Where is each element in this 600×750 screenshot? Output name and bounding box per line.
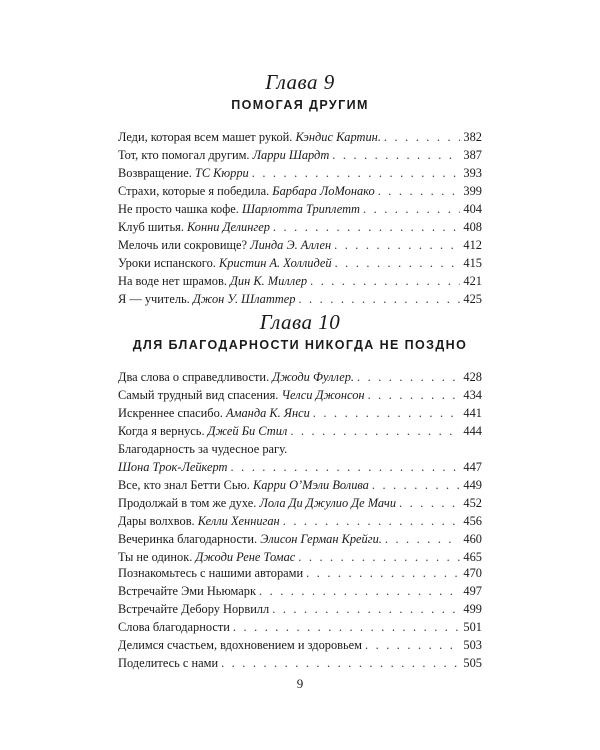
entry-title: Ты не одинок. <box>118 550 193 564</box>
toc-entry[interactable] <box>118 218 482 236</box>
entry-title: Леди, которая всем машет рукой. <box>118 130 293 144</box>
entry-author: Джей Би Стил <box>207 424 288 438</box>
entry-page: 408 <box>463 220 482 234</box>
entry-author: Челси Джонсон <box>281 388 365 402</box>
dot-leader <box>335 254 461 272</box>
dot-leader <box>306 564 460 582</box>
entry-author: Конни Делингер <box>187 220 270 234</box>
entry-author: Дин К. Миллер <box>230 274 308 288</box>
entry-author: Линда Э. Аллен <box>250 238 332 252</box>
entry-author: Шарлотта Триплетт <box>241 202 360 216</box>
toc-entry[interactable] <box>118 236 482 254</box>
toc-entry[interactable] <box>118 164 482 182</box>
toc-entry[interactable] <box>118 272 482 290</box>
entry-title: Страхи, которые я победила. <box>118 184 270 198</box>
entry-author: Лола Ди Джулио Де Мачи <box>259 496 397 510</box>
toc-entry[interactable] <box>118 404 482 422</box>
entry-page: 382 <box>463 130 482 144</box>
chapter-title: ДЛЯ БЛАГОДАРНОСТИ НИКОГДА НЕ ПОЗДНО <box>132 338 468 352</box>
toc-entry[interactable] <box>118 422 482 440</box>
entry-author: Джоди Рене Томас <box>195 550 296 564</box>
dot-leader <box>363 200 460 218</box>
entry-author: Джоди Фуллер. <box>272 370 355 384</box>
toc-entry[interactable] <box>118 254 482 272</box>
dot-leader <box>399 494 460 512</box>
toc-entry[interactable] <box>118 458 482 476</box>
entry-page: 421 <box>463 274 482 288</box>
dot-leader <box>231 458 461 476</box>
dot-leader <box>252 164 461 182</box>
toc-entry[interactable] <box>118 476 482 494</box>
entry-page: 505 <box>463 656 482 670</box>
toc-entry[interactable] <box>118 368 482 386</box>
toc-entry[interactable] <box>118 200 482 218</box>
entry-page: 404 <box>463 202 482 216</box>
entry-page: 456 <box>463 514 482 528</box>
dot-leader <box>233 618 461 636</box>
toc-entry[interactable] <box>118 654 482 672</box>
dot-leader <box>332 146 460 164</box>
dot-leader <box>365 636 460 654</box>
toc-entry[interactable] <box>118 530 482 548</box>
dot-leader <box>310 272 460 290</box>
entry-page: 412 <box>463 238 482 252</box>
toc-entry[interactable] <box>118 440 482 458</box>
entry-author: Шона Трок-Лейкерт <box>118 460 228 474</box>
toc-list <box>118 128 482 308</box>
toc-entry[interactable] <box>118 146 482 164</box>
dot-leader <box>273 218 460 236</box>
toc-entry[interactable] <box>118 636 482 654</box>
entry-page: 387 <box>463 148 482 162</box>
entry-title: Познакомьтесь с нашими авторами <box>118 566 304 580</box>
dot-leader <box>221 654 460 672</box>
entry-author: Ларри Шардт <box>252 148 330 162</box>
entry-author: ТС Кюрри <box>194 166 249 180</box>
toc-entry[interactable] <box>118 182 482 200</box>
entry-author: Кэндис Картин. <box>295 130 381 144</box>
dot-leader <box>283 512 461 530</box>
chapter-label: Глава 10 <box>259 310 341 334</box>
entry-author: Келли Хеннигaн <box>197 514 280 528</box>
entry-author: Аманда К. Янси <box>226 406 310 420</box>
toc-entry[interactable] <box>118 600 482 618</box>
entry-title: Я — учитель. <box>118 292 190 306</box>
entry-title: Тот, кто помогал другим. <box>118 148 250 162</box>
entry-page: 503 <box>463 638 482 652</box>
page-number: 9 <box>296 676 304 691</box>
dot-leader <box>272 600 460 618</box>
entry-page: 444 <box>463 424 482 438</box>
dot-leader <box>368 386 461 404</box>
entry-page: 452 <box>463 496 482 510</box>
back-matter-section <box>118 564 482 672</box>
entry-title: Встречайте Дебору Норвилл <box>118 602 270 616</box>
entry-title: Дары волхвов. <box>118 514 195 528</box>
entry-author: Барбара ЛоМонако <box>272 184 375 198</box>
chapter-title: ПОМОГАЯ ДРУГИМ <box>231 98 369 112</box>
dot-leader <box>372 476 461 494</box>
entry-page: 425 <box>463 292 482 306</box>
entry-title: Искреннее спасибо. <box>118 406 223 420</box>
entry-title: Делимся счастьем, вдохновением и здоровьем <box>118 638 363 652</box>
chapter-label: Глава 9 <box>265 70 335 94</box>
dot-leader <box>357 368 460 386</box>
toc-entry[interactable] <box>118 564 482 582</box>
entry-title: На воде нет шрамов. <box>118 274 227 288</box>
dot-leader <box>298 290 460 308</box>
entry-page: 428 <box>463 370 482 384</box>
dot-leader <box>378 182 461 200</box>
entry-author: Джон У. Шлаттер <box>192 292 296 306</box>
entry-title: Не просто чашка кофе. <box>118 202 239 216</box>
entry-title: Слова благодарности <box>118 620 230 634</box>
entry-title: Благодарность за чудесное рагу. <box>118 442 288 456</box>
dot-leader <box>334 236 460 254</box>
entry-page: 447 <box>463 460 482 474</box>
toc-entry[interactable] <box>118 386 482 404</box>
entry-page: 497 <box>463 584 482 598</box>
toc-entry[interactable] <box>118 128 482 146</box>
entry-page: 415 <box>463 256 482 270</box>
chapter-10-section <box>118 310 482 566</box>
toc-entry[interactable] <box>118 290 482 308</box>
entry-author: Карри О’Мэли Волива <box>252 478 369 492</box>
entry-title: Вечеринка благодарности. <box>118 532 258 546</box>
dot-leader <box>290 422 460 440</box>
entry-page: 434 <box>463 388 482 402</box>
entry-title: Самый трудный вид спасения. <box>118 388 279 402</box>
entry-page: 460 <box>463 532 482 546</box>
entry-page: 501 <box>463 620 482 634</box>
entry-title: Продолжай в том же духе. <box>118 496 257 510</box>
chapter-9-section <box>118 70 482 308</box>
entry-title: Все, кто знал Бетти Сью. <box>118 478 250 492</box>
entry-author: Кристин А. Холлидей <box>218 256 332 270</box>
entry-title: Когда я вернусь. <box>118 424 205 438</box>
entry-title: Два слова о справедливости. <box>118 370 270 384</box>
entry-page: 449 <box>463 478 482 492</box>
toc-entry[interactable] <box>118 494 482 512</box>
toc-entry[interactable] <box>118 512 482 530</box>
entry-page: 441 <box>463 406 482 420</box>
entry-page: 393 <box>463 166 482 180</box>
toc-entry[interactable] <box>118 582 482 600</box>
entry-page: 499 <box>463 602 482 616</box>
entry-title: Клуб шитья. <box>118 220 184 234</box>
entry-title: Возвращение. <box>118 166 192 180</box>
dot-leader <box>384 128 460 146</box>
dot-leader <box>313 404 461 422</box>
toc-entry[interactable] <box>118 618 482 636</box>
entry-title: Мелочь или сокровище? <box>118 238 248 252</box>
dot-leader <box>259 582 460 600</box>
entry-page: 470 <box>463 566 482 580</box>
entry-title: Уроки испанского. <box>118 256 216 270</box>
entry-page: 465 <box>463 550 482 564</box>
entry-title: Встречайте Эми Ньюмарк <box>118 584 257 598</box>
entry-author: Элисон Герман Крейги. <box>260 532 382 546</box>
toc-list <box>118 368 482 566</box>
entry-title: Поделитесь с нами <box>118 656 219 670</box>
dot-leader <box>385 530 461 548</box>
entry-page: 399 <box>463 184 482 198</box>
toc-list <box>118 564 482 672</box>
